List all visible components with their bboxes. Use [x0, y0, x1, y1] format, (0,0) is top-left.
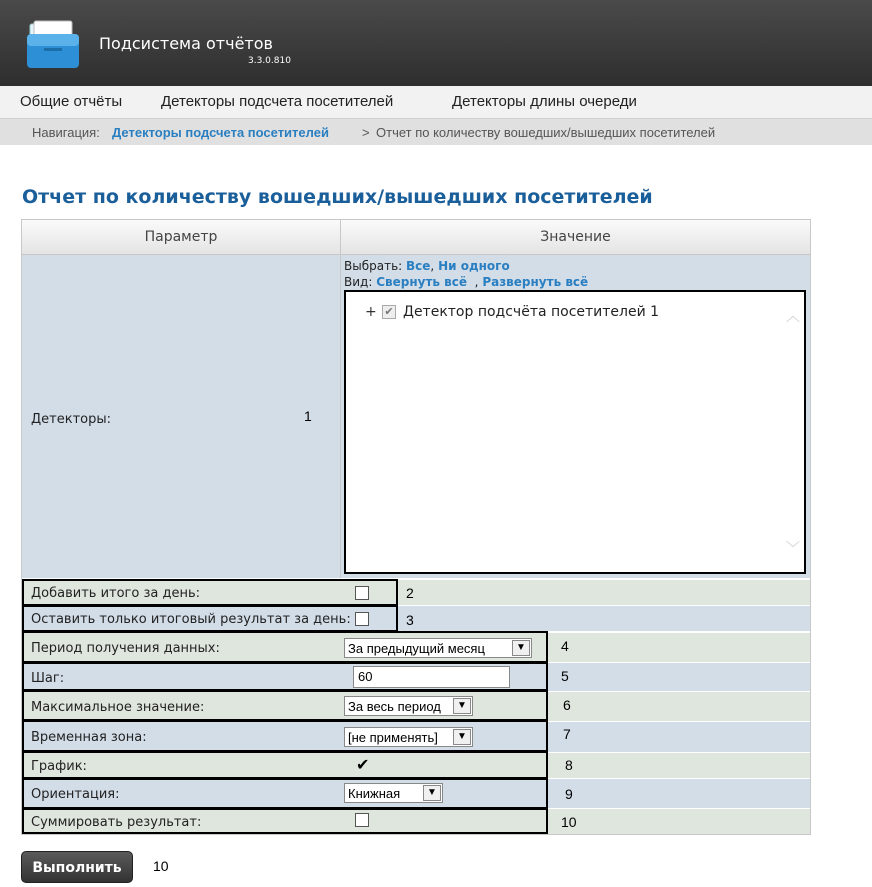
app-header: [0, 0, 872, 86]
callout-box-8: [22, 751, 548, 779]
orientation-label: Ориентация:: [31, 787, 120, 802]
scroll-down-icon[interactable]: ﹀: [786, 541, 800, 557]
detectors-value-cell: [341, 255, 810, 578]
tree-item-label[interactable]: Детектор подсчёта посетителей 1: [403, 304, 660, 320]
step-label: Шаг:: [31, 671, 65, 686]
timezone-select-value: [не применять]: [348, 730, 438, 745]
menu-item-visitor-counters[interactable]: Детекторы подсчета посетителей: [161, 93, 394, 110]
callout-box-5: [22, 662, 548, 691]
callout-box-2: [22, 579, 398, 606]
column-header-param: Параметр: [22, 220, 341, 255]
breadcrumb-prefix: Навигация:: [32, 125, 100, 140]
callout-number-7: 7: [563, 726, 571, 742]
callout-number-run: 10: [153, 858, 169, 874]
view-comma: ,: [474, 275, 479, 289]
callout-number-8: 8: [565, 757, 573, 773]
breadcrumb-separator: >: [362, 125, 370, 140]
callout-box-7: [22, 720, 548, 752]
chevron-down-icon: ▼: [512, 640, 530, 656]
select-all-link[interactable]: Все: [406, 259, 431, 273]
page-title: Отчет по количеству вошедших/вышедших посетителей: [22, 186, 653, 208]
callout-box-6: [22, 690, 548, 721]
graph-label: График:: [31, 759, 87, 774]
select-none-link[interactable]: Ни одного: [438, 259, 510, 273]
chevron-down-icon: ▼: [453, 729, 471, 745]
detectors-label-cell: [22, 255, 341, 578]
callout-number-1: 1: [304, 408, 312, 424]
callout-number-4: 4: [561, 638, 569, 654]
callout-number-2: 2: [406, 585, 414, 601]
run-button[interactable]: Выполнить: [21, 851, 133, 883]
main-menu: [0, 86, 872, 119]
tree-expander-icon[interactable]: +: [365, 304, 377, 320]
breadcrumb: [0, 119, 872, 145]
callout-number-6: 6: [563, 697, 571, 713]
chevron-down-icon: ▼: [423, 785, 441, 801]
column-header-value: Значение: [341, 220, 810, 255]
breadcrumb-current: Отчет по количеству вошедших/вышедших посетителей: [376, 125, 716, 140]
period-label: Период получения данных:: [31, 641, 220, 656]
menu-item-general-reports[interactable]: Общие отчёты: [20, 93, 123, 110]
callout-box-4: [22, 631, 548, 663]
expand-all-link[interactable]: Развернуть всё: [482, 275, 589, 289]
collapse-all-link[interactable]: Свернуть всё: [376, 275, 468, 289]
breadcrumb-link[interactable]: Детекторы подсчета посетителей: [112, 125, 329, 140]
detector-tree[interactable]: [344, 290, 806, 574]
app-version: 3.3.0.810: [248, 56, 291, 66]
select-label: Выбрать:: [344, 259, 403, 273]
sum-result-label: Суммировать результат:: [31, 815, 202, 830]
callout-box-9: [22, 778, 548, 809]
view-label: Вид:: [344, 275, 373, 289]
step-input[interactable]: 60: [353, 666, 510, 688]
scroll-up-icon[interactable]: ︿: [786, 309, 800, 325]
max-value-label: Максимальное значение:: [31, 700, 205, 715]
graph-checkbox[interactable]: ✔: [356, 755, 370, 774]
callout-box-10: [22, 808, 548, 834]
max-value-select-value: За весь период: [348, 699, 441, 714]
callout-number-10: 10: [561, 814, 577, 830]
detectors-label: Детекторы:: [31, 412, 111, 427]
select-comma: ,: [430, 259, 435, 273]
only-total-label: Оставить только итоговый результат за день:: [31, 612, 351, 627]
folder-icon: [26, 18, 80, 72]
orientation-select-value: Книжная: [348, 786, 401, 801]
callout-number-5: 5: [561, 668, 569, 684]
add-total-label: Добавить итого за день:: [31, 586, 200, 601]
tree-item-checkbox[interactable]: ✔: [382, 305, 396, 319]
period-select-value: За предыдущий месяц: [348, 641, 485, 656]
callout-number-3: 3: [406, 612, 414, 628]
callout-number-9: 9: [565, 786, 573, 802]
app-title: Подсистема отчётов: [99, 34, 273, 53]
timezone-label: Временная зона:: [31, 730, 147, 745]
callout-box-3: [22, 605, 398, 632]
menu-item-queue-detectors[interactable]: Детекторы длины очереди: [452, 93, 637, 110]
chevron-down-icon: ▼: [453, 698, 471, 714]
